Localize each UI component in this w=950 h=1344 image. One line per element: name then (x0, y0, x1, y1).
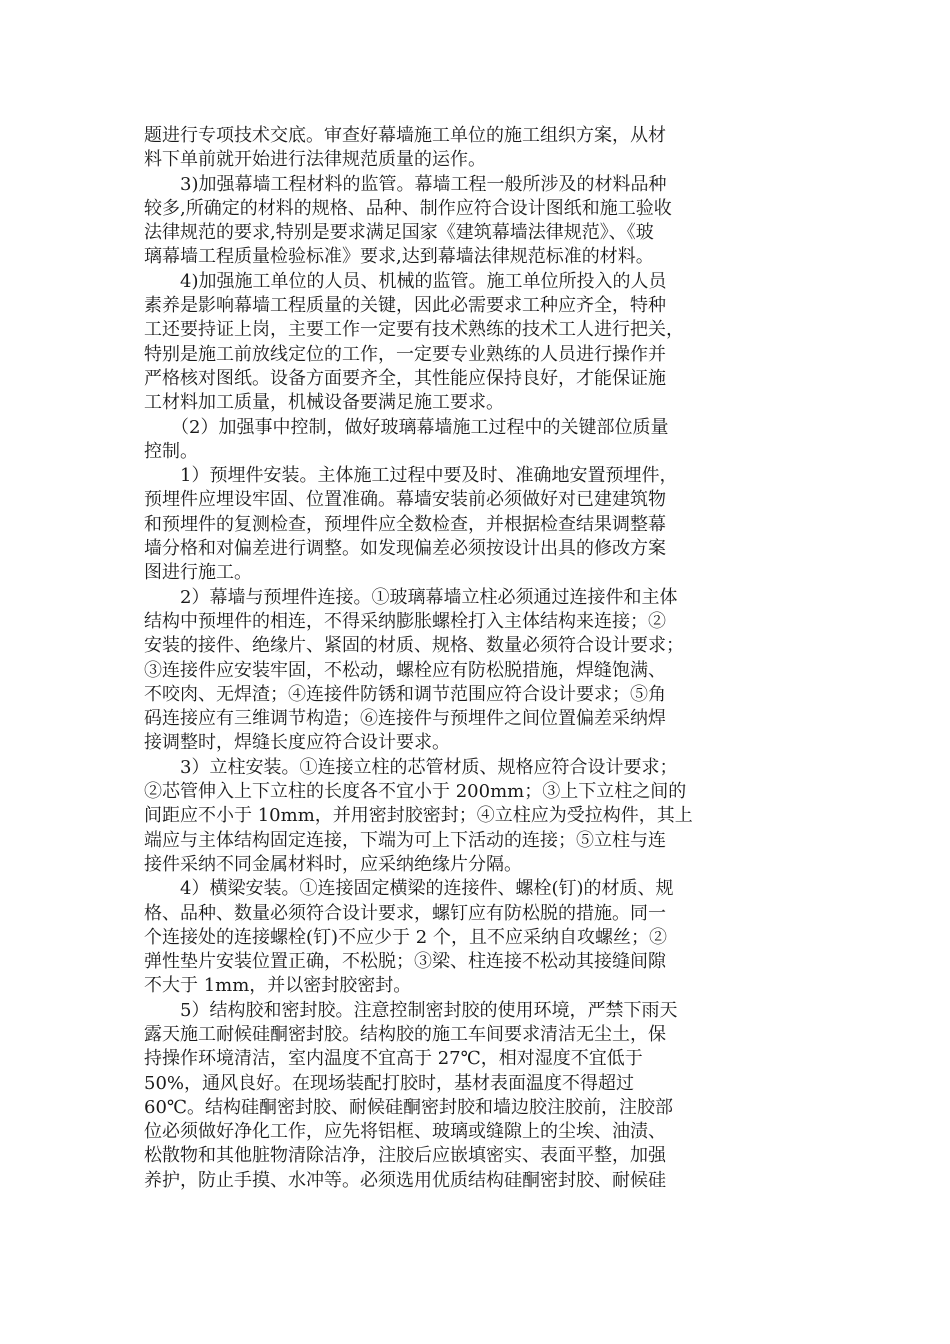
text-line: 和预埋件的复测检查，预埋件应全数检查，并根据检查结果调整幕 (144, 513, 666, 535)
text-line: 格、品种、数量必须符合设计要求，螺钉应有防松脱的措施。同一 (144, 902, 666, 924)
text-line: 1）预埋件安装。主体施工过程中要及时、准确地安置预埋件， (144, 465, 678, 487)
text-line: 持操作环境清洁，室内温度不宜高于 27℃，相对湿度不宜低于 (144, 1048, 643, 1070)
text-line: 60℃。结构硅酮密封胶、耐候硅酮密封胶和墙边胶注胶前，注胶部 (144, 1096, 674, 1118)
text-line: （2）加强事中控制，做好玻璃幕墙施工过程中的关键部位质量 (144, 416, 669, 438)
text-line: 墙分格和对偏差进行调整。如发现偏差必须按设计出具的修改方案 (144, 538, 666, 560)
text-line: 较多,所确定的材料的规格、品种、制作应符合设计图纸和施工验收 (144, 197, 672, 219)
text-line: 4）横梁安装。①连接固定横梁的连接件、螺栓(钉)的材质、规 (144, 878, 674, 900)
text-line: 严格核对图纸。设备方面要齐全，其性能应保持良好，才能保证施 (144, 367, 666, 389)
text-line: 控制。 (144, 440, 198, 462)
text-line: 不咬肉、无焊渣；④连接件防锈和调节范围应符合设计要求；⑤角 (144, 683, 666, 705)
text-line: 特别是施工前放线定位的工作，一定要专业熟练的人员进行操作并 (144, 343, 666, 365)
text-line: 料下单前就开始进行法律规范质量的运作。 (144, 149, 486, 171)
text-line: 位必须做好净化工作，应先将铝框、玻璃或缝隙上的尘埃、油渍、 (144, 1121, 666, 1143)
text-line: 法律规范的要求,特别是要求满足国家《建筑幕墙法律规范》、《玻 (144, 222, 654, 244)
text-line: 接调整时，焊缝长度应符合设计要求。 (144, 732, 450, 754)
text-line: 不大于 1mm，并以密封胶密封。 (144, 975, 412, 997)
text-line: 端应与主体结构固定连接，下端为可上下活动的连接；⑤立柱与连 (144, 829, 666, 851)
text-line: 间距应不小于 10mm，并用密封胶密封；④立柱应为受拉构件，其上 (144, 805, 693, 827)
text-line: 素养是影响幕墙工程质量的关键，因此必需要求工种应齐全，特种 (144, 295, 666, 317)
text-line: 露天施工耐候硅酮密封胶。结构胶的施工车间要求清洁无尘土，保 (144, 1023, 666, 1045)
text-line: 50%，通风良好。在现场装配打胶时，基材表面温度不得超过 (144, 1072, 635, 1094)
text-line: ②芯管伸入上下立柱的长度各不宜小于 200mm；③上下立柱之间的 (144, 781, 687, 803)
text-line: 璃幕墙工程质量检验标准》要求,达到幕墙法律规范标准的材料。 (144, 246, 654, 268)
text-line: 工还要持证上岗，主要工作一定要有技术熟练的技术工人进行把关， (144, 319, 684, 341)
text-line: 4)加强施工单位的人员、机械的监管。施工单位所投入的人员 (144, 270, 667, 292)
text-line: 安装的接件、绝缘片、紧固的材质、规格、数量必须符合设计要求； (144, 635, 684, 657)
text-line: 养护，防止手摸、水冲等。必须选用优质结构硅酮密封胶、耐候硅 (144, 1169, 666, 1191)
text-line: 3）立柱安装。①连接立柱的芯管材质、规格应符合设计要求； (144, 756, 678, 778)
text-line: 结构中预埋件的相连，不得采纳膨胀螺栓打入主体结构来连接；② (144, 610, 666, 632)
text-line: 预埋件应埋设牢固、位置准确。幕墙安装前必须做好对已建建筑物 (144, 489, 666, 511)
text-line: 松散物和其他脏物清除洁净，注胶后应嵌填密实、表面平整，加强 (144, 1145, 666, 1167)
text-line: ③连接件应安装牢固，不松动，螺栓应有防松脱措施，焊缝饱满、 (144, 659, 666, 681)
text-line: 码连接应有三维调节构造；⑥连接件与预埋件之间位置偏差采纳焊 (144, 708, 666, 730)
text-line: 2）幕墙与预埋件连接。①玻璃幕墙立柱必须通过连接件和主体 (144, 586, 678, 608)
text-line: 接件采纳不同金属材料时，应采纳绝缘片分隔。 (144, 853, 522, 875)
body-text (144, 124, 808, 1193)
text-line: 个连接处的连接螺栓(钉)不应少于 2 个，且不应采纳自攻螺丝；② (144, 926, 667, 948)
text-line: 弹性垫片安装位置正确，不松脱；③梁、柱连接不松动其接缝间隙 (144, 951, 666, 973)
text-line: 3)加强幕墙工程材料的监管。幕墙工程一般所涉及的材料品种 (144, 173, 667, 195)
text-line: 工材料加工质量，机械设备要满足施工要求。 (144, 392, 504, 414)
text-line: 5）结构胶和密封胶。注意控制密封胶的使用环境，严禁下雨天 (144, 999, 678, 1021)
text-line: 题进行专项技术交底。审查好幕墙施工单位的施工组织方案，从材 (144, 125, 666, 146)
text-line: 图进行施工。 (144, 562, 252, 584)
